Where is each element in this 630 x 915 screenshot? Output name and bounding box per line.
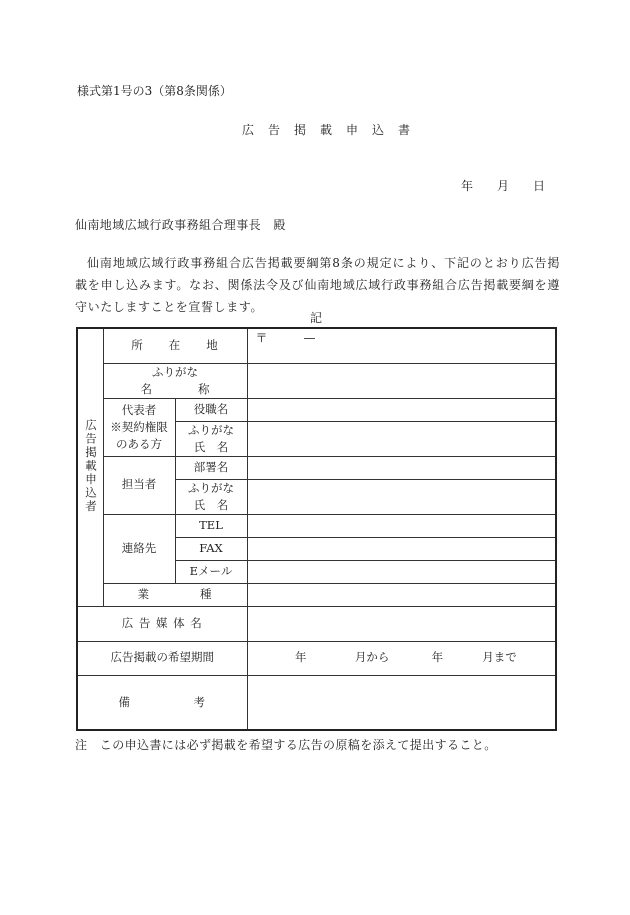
body-text: 仙南地域広域行政事務組合広告掲載要綱第8条の規定により、下記のとおり広告掲載を申し込みます。なお、関係法令及び仙南地域広域行政事務組合広告掲載要綱を遵守いたしますことを宣誓します。	[75, 256, 560, 314]
name-furigana-label: ふりがな	[152, 364, 198, 379]
staff-label: 担当者	[103, 456, 175, 514]
staff-department-label: 部署名	[175, 456, 247, 479]
industry-label: 業 種	[103, 583, 247, 606]
address-field[interactable]	[247, 328, 556, 363]
remarks-label: 備 考	[77, 675, 247, 730]
remarks-field[interactable]	[247, 675, 556, 730]
form-number: 様式第1号の3（第8条関係）	[77, 84, 232, 98]
application-form-table	[76, 327, 557, 731]
industry-field[interactable]	[247, 583, 556, 606]
applicant-header: 広告掲載申込者	[84, 418, 98, 514]
name-label: 名 称	[140, 381, 210, 396]
period-month-from: 月から	[354, 650, 390, 665]
staff-department-field[interactable]	[247, 456, 556, 479]
tel-label: TEL	[175, 514, 247, 537]
period-year-to: 年	[431, 650, 444, 665]
address-label: 所 在 地	[103, 328, 247, 363]
media-label: 広 告 媒 体 名	[77, 606, 247, 641]
fax-field[interactable]	[247, 537, 556, 560]
period-label: 広告掲載の希望期間	[77, 641, 247, 675]
staff-name-field[interactable]	[247, 479, 556, 514]
page-title: 広告掲載申込書	[242, 123, 425, 137]
postal-code-mark: 〒 —	[255, 331, 316, 345]
period-month-to: 月まで	[482, 650, 517, 665]
email-label: Eメール	[175, 560, 247, 583]
representative-name-field[interactable]	[247, 421, 556, 456]
ki-label: 記	[310, 311, 323, 325]
tel-field[interactable]	[247, 514, 556, 537]
addressee: 仙南地域広域行政事務組合理事長 殿	[75, 218, 286, 232]
representative-position-label: 役職名	[175, 398, 247, 421]
applicant-header-cell	[77, 328, 103, 606]
representative-label: 代表者 ※契約権限 のある方	[103, 398, 175, 456]
footnote: 注 この申込書には必ず掲載を希望する広告の原稿を添えて提出すること。	[75, 738, 497, 752]
contact-label: 連絡先	[103, 514, 175, 583]
month-label: 月	[497, 179, 510, 193]
staff-name-label: ふりがな 氏 名	[175, 479, 247, 514]
year-label: 年	[461, 179, 474, 193]
period-field[interactable]	[247, 641, 556, 675]
representative-name-label: ふりがな 氏 名	[175, 421, 247, 456]
email-field[interactable]	[247, 560, 556, 583]
media-field[interactable]	[247, 606, 556, 641]
fax-label: FAX	[175, 537, 247, 560]
representative-position-field[interactable]	[247, 398, 556, 421]
day-label: 日	[533, 179, 546, 193]
name-field[interactable]	[247, 363, 556, 398]
period-year-from: 年	[295, 650, 307, 665]
name-label-cell	[103, 363, 247, 398]
